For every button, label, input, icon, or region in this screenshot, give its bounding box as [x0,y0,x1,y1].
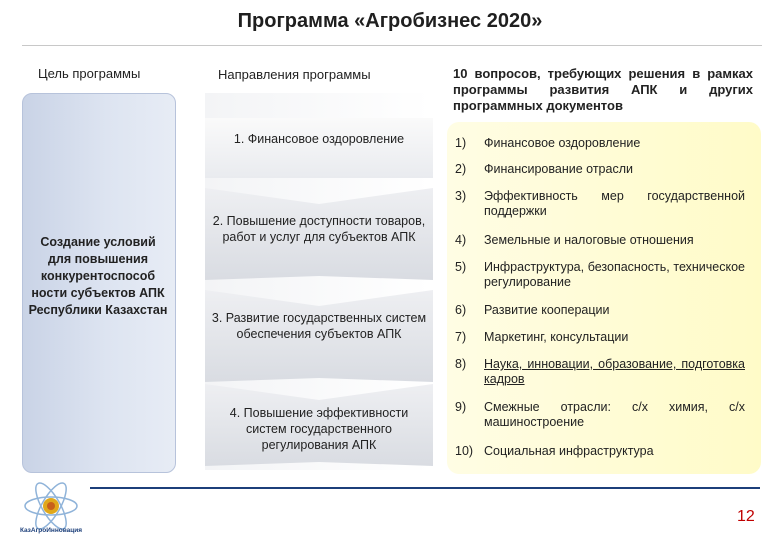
issue-text: Маркетинг, консультации [484,330,629,344]
title-divider [22,45,762,46]
issue-item [455,444,745,459]
issue-text: Финансовое оздоровление [484,136,641,150]
issue-item [455,136,745,151]
issue-number: 7) [455,330,467,344]
issue-item [455,330,745,345]
goal-text: Создание условий для повышения конкурентоспособ ности субъектов АПК Республики Казахстан [28,235,168,317]
issue-number: 2) [455,162,467,176]
issues-column-header: 10 вопросов, требующих решения в рамках программы развития АПК и других программных документов [453,66,753,113]
issue-number: 10) [455,444,474,458]
goal-column-header: Цель программы [38,66,141,81]
footer-divider [90,487,760,489]
issue-item [455,189,745,219]
issue-text: Наука, инновации, образование, подготовка кадров [484,357,745,386]
directions-column-header: Направления программы [218,67,371,82]
issue-number: 5) [455,260,467,274]
direction-item-4: 4. Повышение эффективности систем государственного регулирования АПК [229,406,409,452]
direction-item-2: 2. Повышение доступности товаров, работ и услуг для субъектов АПК [212,214,426,244]
issue-text: Земельные и налоговые отношения [484,233,694,247]
direction-item-1: 1. Финансовое оздоровление [233,132,405,146]
page-number: 12 [737,508,755,525]
issue-text: Финансирование отрасли [484,162,633,176]
issue-number: 1) [455,136,467,150]
direction-chevron-1 [205,118,433,178]
issue-number: 8) [455,357,467,371]
issue-item [455,260,745,290]
issue-number: 6) [455,303,467,317]
issue-number: 3) [455,189,467,203]
direction-item-3: 3. Развитие государственных систем обеспечения субъектов АПК [211,311,427,341]
issue-number: 4) [455,233,467,247]
issue-text: Развитие кооперации [484,303,610,317]
issue-item [455,400,745,430]
issue-number: 9) [455,400,467,414]
issue-item [455,162,745,177]
issue-text: Инфраструктура, безопасность, техническое регулирование [484,260,745,289]
issue-text: Смежные отрасли: с/х химия, с/х машиностроение [484,400,745,429]
page-title: Программа «Агробизнес 2020» [237,10,543,32]
issue-text: Социальная инфраструктура [484,444,654,458]
issue-item [455,357,745,387]
issue-text: Эффективность мер государственной поддержки [484,189,745,218]
issue-item [455,303,745,318]
logo-text: КазАгроИнновация [19,527,83,534]
issue-item [455,233,745,248]
